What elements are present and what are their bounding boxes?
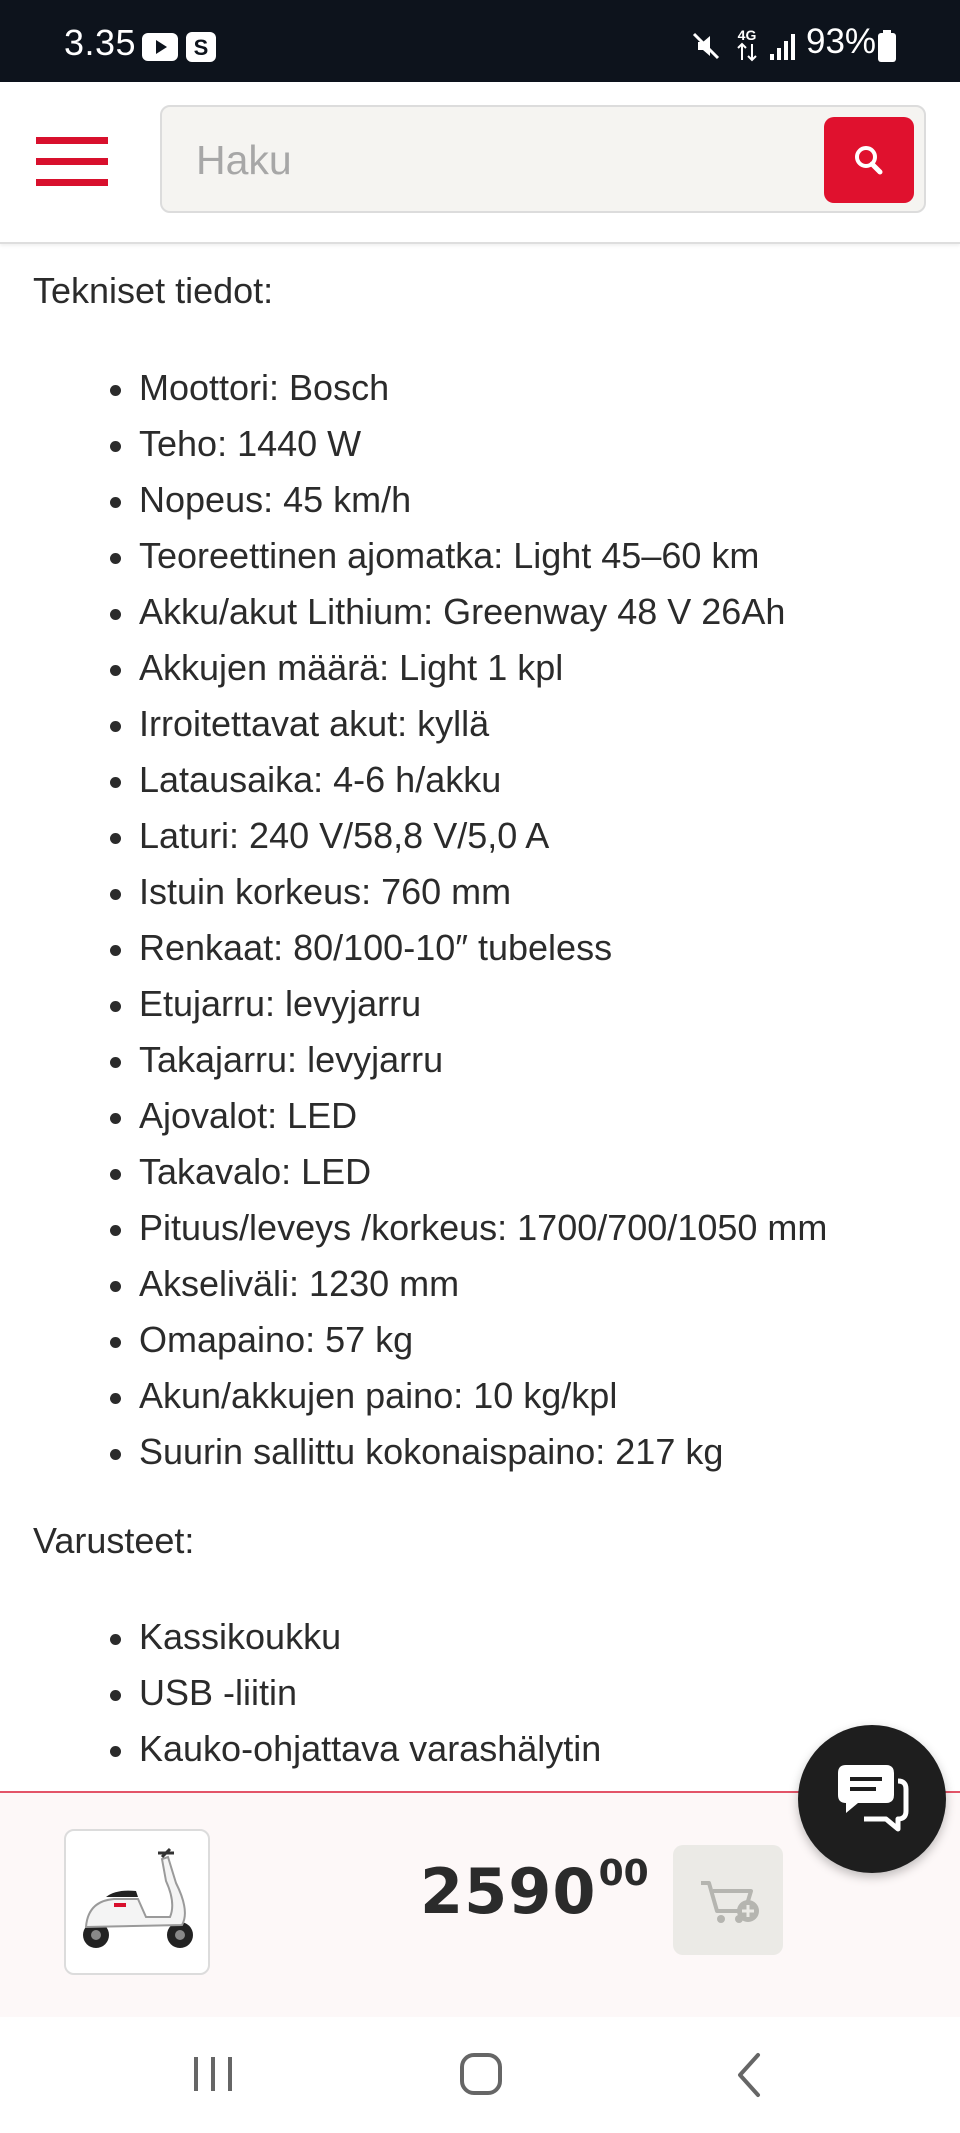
price-cents: 00 <box>598 1853 649 1894</box>
list-item: Pituus/leveys /korkeus: 1700/700/1050 mm <box>0 1200 827 1256</box>
home-icon[interactable] <box>458 2051 504 2097</box>
list-item: Takavalo: LED <box>0 1144 827 1200</box>
list-item: Akun/akkujen paino: 10 kg/kpl <box>0 1368 827 1424</box>
product-price <box>420 1853 649 1928</box>
list-item: Akku/akut Lithium: Greenway 48 V 26Ah <box>0 584 827 640</box>
signal-icon <box>768 32 798 62</box>
youtube-icon <box>142 33 178 61</box>
search-input[interactable] <box>196 137 756 183</box>
list-item: Etujarru: levyjarru <box>0 976 827 1032</box>
list-item: Ajovalot: LED <box>0 1088 827 1144</box>
equipment-list <box>0 1609 601 1777</box>
search-button[interactable] <box>824 117 914 203</box>
battery-icon <box>878 30 896 62</box>
hamburger-icon-line <box>36 179 108 186</box>
list-item: Teoreettinen ajomatka: Light 45–60 km <box>0 528 827 584</box>
chat-button[interactable] <box>798 1725 946 1873</box>
add-to-cart-icon <box>673 1845 783 1955</box>
list-item: Moottori: Bosch <box>0 360 827 416</box>
list-item: Kassikoukku <box>0 1609 601 1665</box>
list-item: Akseliväli: 1230 mm <box>0 1256 827 1312</box>
site-header <box>0 82 960 244</box>
list-item: Kauko-ohjattava varashälytin <box>0 1721 601 1777</box>
svg-text:4G: 4G <box>737 27 757 43</box>
hamburger-icon <box>36 137 108 144</box>
equipment-heading: Varusteet: <box>33 1520 195 1561</box>
list-item: Istuin korkeus: 760 mm <box>0 864 827 920</box>
svg-text:S: S <box>193 35 209 60</box>
price-main: 2590 <box>420 1855 597 1928</box>
hamburger-icon-line <box>36 158 108 165</box>
list-item: Latausaika: 4-6 h/akku <box>0 752 827 808</box>
list-item: Renkaat: 80/100-10″ tubeless <box>0 920 827 976</box>
list-item: Nopeus: 45 km/h <box>0 472 827 528</box>
list-item: USB -liitin <box>0 1665 601 1721</box>
list-item: Akkujen määrä: Light 1 kpl <box>0 640 827 696</box>
list-item: Takajarru: levyjarru <box>0 1032 827 1088</box>
chat-icon <box>798 1725 946 1873</box>
status-time: 3.35 <box>64 22 137 63</box>
data-arrows-icon <box>734 26 760 64</box>
tech-specs-list <box>0 360 827 1480</box>
status-bar <box>0 0 960 82</box>
recents-icon[interactable] <box>190 2053 236 2095</box>
system-nav-bar <box>0 2017 960 2133</box>
tech-specs-heading: Tekniset tiedot: <box>33 270 274 311</box>
hamburger-menu-button[interactable] <box>36 137 108 187</box>
battery-percent: 93% <box>806 22 877 61</box>
search-icon <box>824 117 914 203</box>
product-thumbnail[interactable] <box>64 1829 210 1975</box>
scooter-image <box>66 1831 208 1973</box>
list-item: Teho: 1440 W <box>0 416 827 472</box>
list-item: Omapaino: 57 kg <box>0 1312 827 1368</box>
list-item: Laturi: 240 V/58,8 V/5,0 A <box>0 808 827 864</box>
list-item: Suurin sallittu kokonaispaino: 217 kg <box>0 1424 827 1480</box>
add-to-cart-button[interactable] <box>673 1845 783 1955</box>
list-item: Irroitettavat akut: kyllä <box>0 696 827 752</box>
mute-icon <box>690 30 722 62</box>
search-box <box>160 105 926 213</box>
s-app-icon <box>186 32 216 62</box>
back-icon[interactable] <box>732 2051 766 2099</box>
